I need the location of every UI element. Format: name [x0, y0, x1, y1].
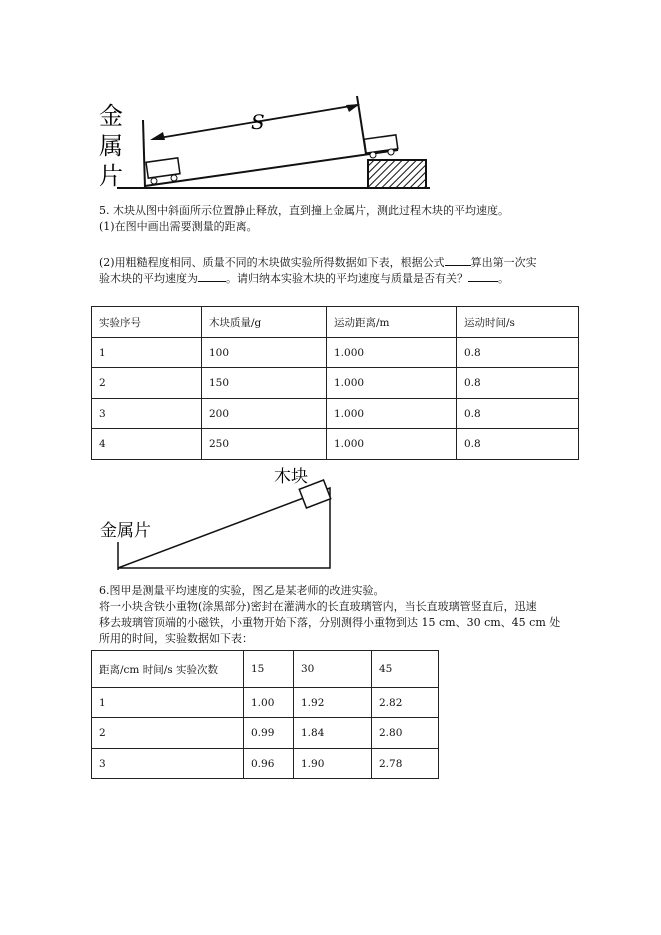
table-cell: 2: [92, 368, 202, 399]
q6-line3: 移去玻璃管顶端的小磁铁，小重物开始下落，分别测得小重物到达 15 cm、30 cm、45 cm 处: [99, 616, 561, 629]
q6-line1: 6.图甲是测量平均速度的实验，图乙是某老师的改进实验。: [99, 584, 385, 597]
table-cell: 1.000: [327, 338, 457, 368]
table-row: [92, 688, 439, 718]
table2-header-cell: 45: [372, 651, 439, 688]
cart-upper-wheel-2: [388, 149, 394, 155]
table-cell: 0.8: [457, 399, 579, 429]
table-cell: 1.92: [294, 688, 372, 718]
table-cell: 0.8: [457, 368, 579, 399]
metal-label-char-2: 属: [99, 132, 123, 160]
q5-line4-b: 。请归纳本实验木块的平均速度与质量是否有关？: [226, 272, 468, 285]
table-block-mass: [91, 306, 579, 460]
table-cell: 100: [202, 338, 327, 368]
table-cell: 1.000: [327, 368, 457, 399]
q5-line2: (1)在图中画出需要测量的距离。: [99, 220, 258, 233]
table-cell: 1.00: [244, 688, 294, 718]
table2-header-row: [92, 651, 439, 688]
metal-label-char-1: 金: [99, 102, 123, 130]
table-row: [92, 749, 439, 779]
table-cell: 250: [202, 429, 327, 460]
table-cell: 3: [92, 399, 202, 429]
table1-header-cell: 木块质量/g: [202, 307, 327, 338]
table-cell: 1.90: [294, 749, 372, 779]
table-row: [92, 338, 579, 368]
q5-line1: 5. 木块从图中斜面所示位置静止释放，直到撞上金属片，测此过程木块的平均速度。: [99, 204, 509, 217]
metal-plate: [143, 120, 145, 188]
table2-header-cell: 30: [294, 651, 372, 688]
q6-line2: 将一小块含铁小重物(涂黑部分)密封在灌满水的长直玻璃管内，当长直玻璃管竖直后，迅速: [99, 600, 537, 613]
q5-line3-b: 算出第一次实: [470, 256, 537, 269]
distance-label-s: S: [251, 110, 265, 134]
table1-header-cell: 实验序号: [92, 307, 202, 338]
q5-line4-c: 。: [498, 272, 509, 285]
table-cell: 2.82: [372, 688, 439, 718]
table-cell: 2.78: [372, 749, 439, 779]
table-row: [92, 399, 579, 429]
ramp-diagram: [96, 462, 346, 574]
table-cell: 0.8: [457, 338, 579, 368]
table-cell: 0.99: [244, 718, 294, 749]
incline-diagram: [95, 92, 435, 192]
incline-surface: [145, 150, 398, 186]
table-cell: 2.80: [372, 718, 439, 749]
table-row: [92, 368, 579, 399]
figure-incline-s: [95, 92, 435, 192]
support-block: [368, 160, 426, 188]
table-row: [92, 718, 439, 749]
q5-line4: [99, 270, 509, 287]
mass-relation-blank[interactable]: [468, 270, 498, 282]
table2-header-cell: 15: [244, 651, 294, 688]
metal-label-char-3: 片: [99, 162, 123, 190]
table1-header-row: [92, 307, 579, 338]
q6-line4: 所用的时间，实验数据如下表：: [99, 632, 253, 645]
metal-label: 金属片: [100, 521, 151, 541]
formula-blank[interactable]: [445, 254, 471, 266]
speed-blank[interactable]: [198, 270, 226, 282]
table-cell: 1: [92, 338, 202, 368]
table-falling-weight: [91, 650, 439, 779]
table1-header-cell: 运动距离/m: [327, 307, 457, 338]
table-cell: 1.000: [327, 429, 457, 460]
table-cell: 1.84: [294, 718, 372, 749]
figure-ramp-block: [96, 462, 346, 574]
q5-line3-a: (2)用粗糙程度相同、质量不同的木块做实验所得数据如下表，根据公式: [99, 256, 445, 269]
arrowhead-left: [150, 132, 165, 140]
q5-line3: [99, 254, 537, 271]
table-cell: 1: [92, 688, 244, 718]
table1-header-cell: 运动时间/s: [457, 307, 579, 338]
table-cell: 0.8: [457, 429, 579, 460]
cart-upper-wheel-1: [370, 152, 376, 158]
block-label: 木块: [274, 467, 308, 487]
q5-line4-a: 验木块的平均速度为: [99, 272, 198, 285]
cart-lower-wheel-2: [171, 175, 177, 181]
table-cell: 0.96: [244, 749, 294, 779]
table-cell: 3: [92, 749, 244, 779]
cart-lower-wheel-1: [151, 178, 157, 184]
table-cell: 200: [202, 399, 327, 429]
table-cell: 2: [92, 718, 244, 749]
table2-header-cell: 距离/cm 时间/s 实验次数: [92, 651, 244, 688]
table-cell: 1.000: [327, 399, 457, 429]
table-cell: 4: [92, 429, 202, 460]
table-row: [92, 429, 579, 460]
table-cell: 150: [202, 368, 327, 399]
